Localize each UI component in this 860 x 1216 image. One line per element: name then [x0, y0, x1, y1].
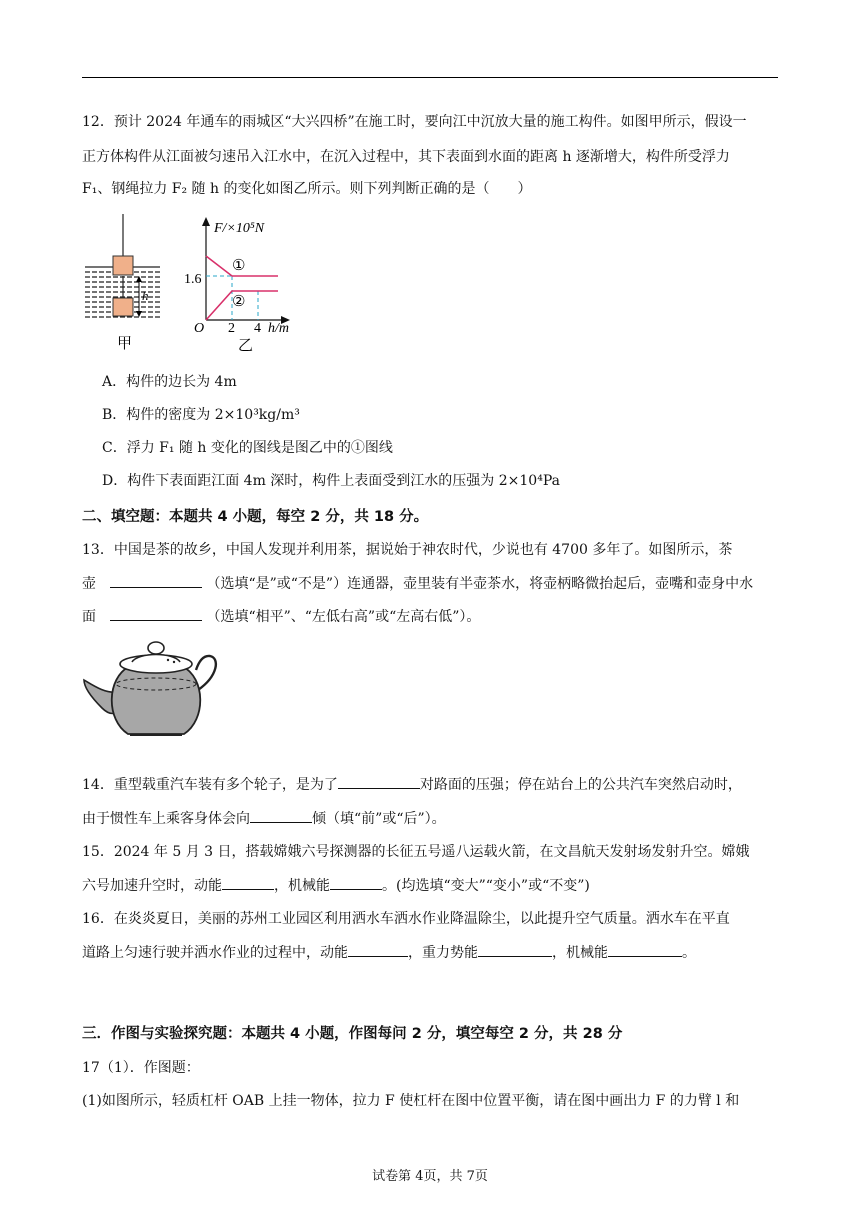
figure-yi-graph [180, 212, 310, 362]
fig-jia-label: 甲 [117, 336, 133, 352]
q13-line3-start: 面 [82, 609, 96, 625]
x-axis-label: h/m [268, 321, 289, 336]
q14-line1-rest: 对路面的压强；停在站台上的公共汽车突然启动时， [419, 777, 742, 793]
q12-option-a: A．构件的边长为 4m [102, 374, 237, 390]
q13-blank-1[interactable] [110, 573, 202, 588]
page-footer: 试卷第 4页，共 7页 [372, 1169, 488, 1184]
section-3-header: 三．作图与实验探究题：本题共 4 小题，作图每问 2 分，填空每空 2 分，共 28 分 [82, 1026, 623, 1042]
q15-line2-rest: 。(均选填“变大”“变小”或“不变”) [382, 878, 590, 894]
q12-option-d: D．构件下表面距江面 4m 深时，构件上表面受到江水的压强为 2×10⁴Pa [102, 473, 560, 489]
fig-yi-label: 乙 [238, 338, 254, 354]
q14-line2 [82, 808, 446, 830]
y-axis-label: F/×10⁵N [214, 221, 265, 236]
y-arrow [202, 217, 210, 226]
q16-line2 [82, 942, 696, 964]
q16-blank-2[interactable] [478, 942, 552, 957]
q13-line3 [82, 606, 480, 628]
q17-line1: 17（1）．作图题： [82, 1060, 200, 1076]
q13-line3-rest: （选填“相平”、“左低右高”或“左高右低”）。 [206, 609, 481, 625]
teapot-figure [80, 638, 226, 742]
q14-line2-rest: 倾（填“前”或“后”）。 [312, 811, 446, 827]
q14-blank-2[interactable] [250, 808, 312, 823]
figure-jia [82, 212, 162, 362]
q14-line2-start: 由于惯性车上乘客身体会向 [82, 811, 250, 827]
q15-blank-1[interactable] [222, 875, 274, 890]
curve-2-label: ② [232, 294, 246, 310]
h-label: h [142, 288, 149, 303]
q16-line2-mid2: ，机械能 [552, 945, 608, 961]
q14-line1 [82, 774, 742, 796]
q16-blank-3[interactable] [608, 942, 682, 957]
q16-blank-1[interactable] [348, 942, 408, 957]
header-rule [82, 77, 778, 78]
q13-line2 [82, 573, 753, 595]
q13-line2-rest: （选填“是”或“不是”）连通器，壶里装有半壶茶水，将壶柄略微抬起后，壶嘴和壶身中水 [206, 576, 754, 592]
q13-line2-start: 壶 [82, 576, 96, 592]
q16-line1: 16．在炎炎夏日，美丽的苏州工业园区利用洒水车洒水作业降温除尘，以此提升空气质量。洒水车在平直 [82, 911, 730, 927]
q13-line1: 13．中国是茶的故乡，中国人发现并利用茶，据说始于神农时代，少说也有 4700 多年了。如图所示，茶 [82, 542, 733, 558]
q16-line2-mid1: ，重力势能 [408, 945, 478, 961]
q16-line2-start: 道路上匀速行驶并洒水作业的过程中，动能 [82, 945, 348, 961]
section-2-header: 二、填空题：本题共 4 小题，每空 2 分，共 18 分。 [82, 509, 429, 525]
q15-line2-mid: ，机械能 [274, 878, 330, 894]
q14-line1-start: 14．重型载重汽车装有多个轮子，是为了 [82, 777, 338, 793]
q12-option-b: B．构件的密度为 2×10³kg/m³ [102, 407, 300, 423]
q15-blank-2[interactable] [330, 875, 382, 890]
q12-line3: F₁、钢绳拉力 F₂ 随 h 的变化如图乙所示。则下列判断正确的是（ ） [82, 181, 532, 197]
x-tick-2: 2 [228, 321, 235, 336]
q12-line2: 正方体构件从江面被匀速吊入江水中，在沉入过程中，其下表面到水面的距离 h 逐渐增大，构件所受浮力 [82, 149, 730, 165]
q14-blank-1[interactable] [338, 774, 420, 789]
q16-line2-end: 。 [682, 945, 696, 961]
x-tick-4: 4 [254, 321, 261, 336]
q15-line2-start: 六号加速升空时，动能 [82, 878, 222, 894]
q12-line1: 12．预计 2024 年通车的雨城区“大兴四桥”在施工时，要向江中沉放大量的施工构件。如图甲所示，假设一 [82, 114, 747, 130]
q15-line1: 15．2024 年 5 月 3 日，搭载嫦娥六号探测器的长征五号遥八运载火箭，在文昌航天发射场发射升空。嫦娥 [82, 844, 750, 860]
q17-line2: (1)如图所示，轻质杠杆 OAB 上挂一物体，拉力 F 使杠杆在图中位置平衡，请在图中画出力 F 的力臂 l 和 [82, 1093, 740, 1109]
origin-label: O [194, 321, 205, 336]
curve-1-label: ① [232, 258, 246, 274]
q15-line2 [82, 875, 590, 897]
y-tick-label: 1.6 [184, 272, 202, 287]
q12-option-c: C．浮力 F₁ 随 h 变化的图线是图乙中的①图线 [102, 440, 393, 456]
q13-blank-2[interactable] [110, 606, 202, 621]
